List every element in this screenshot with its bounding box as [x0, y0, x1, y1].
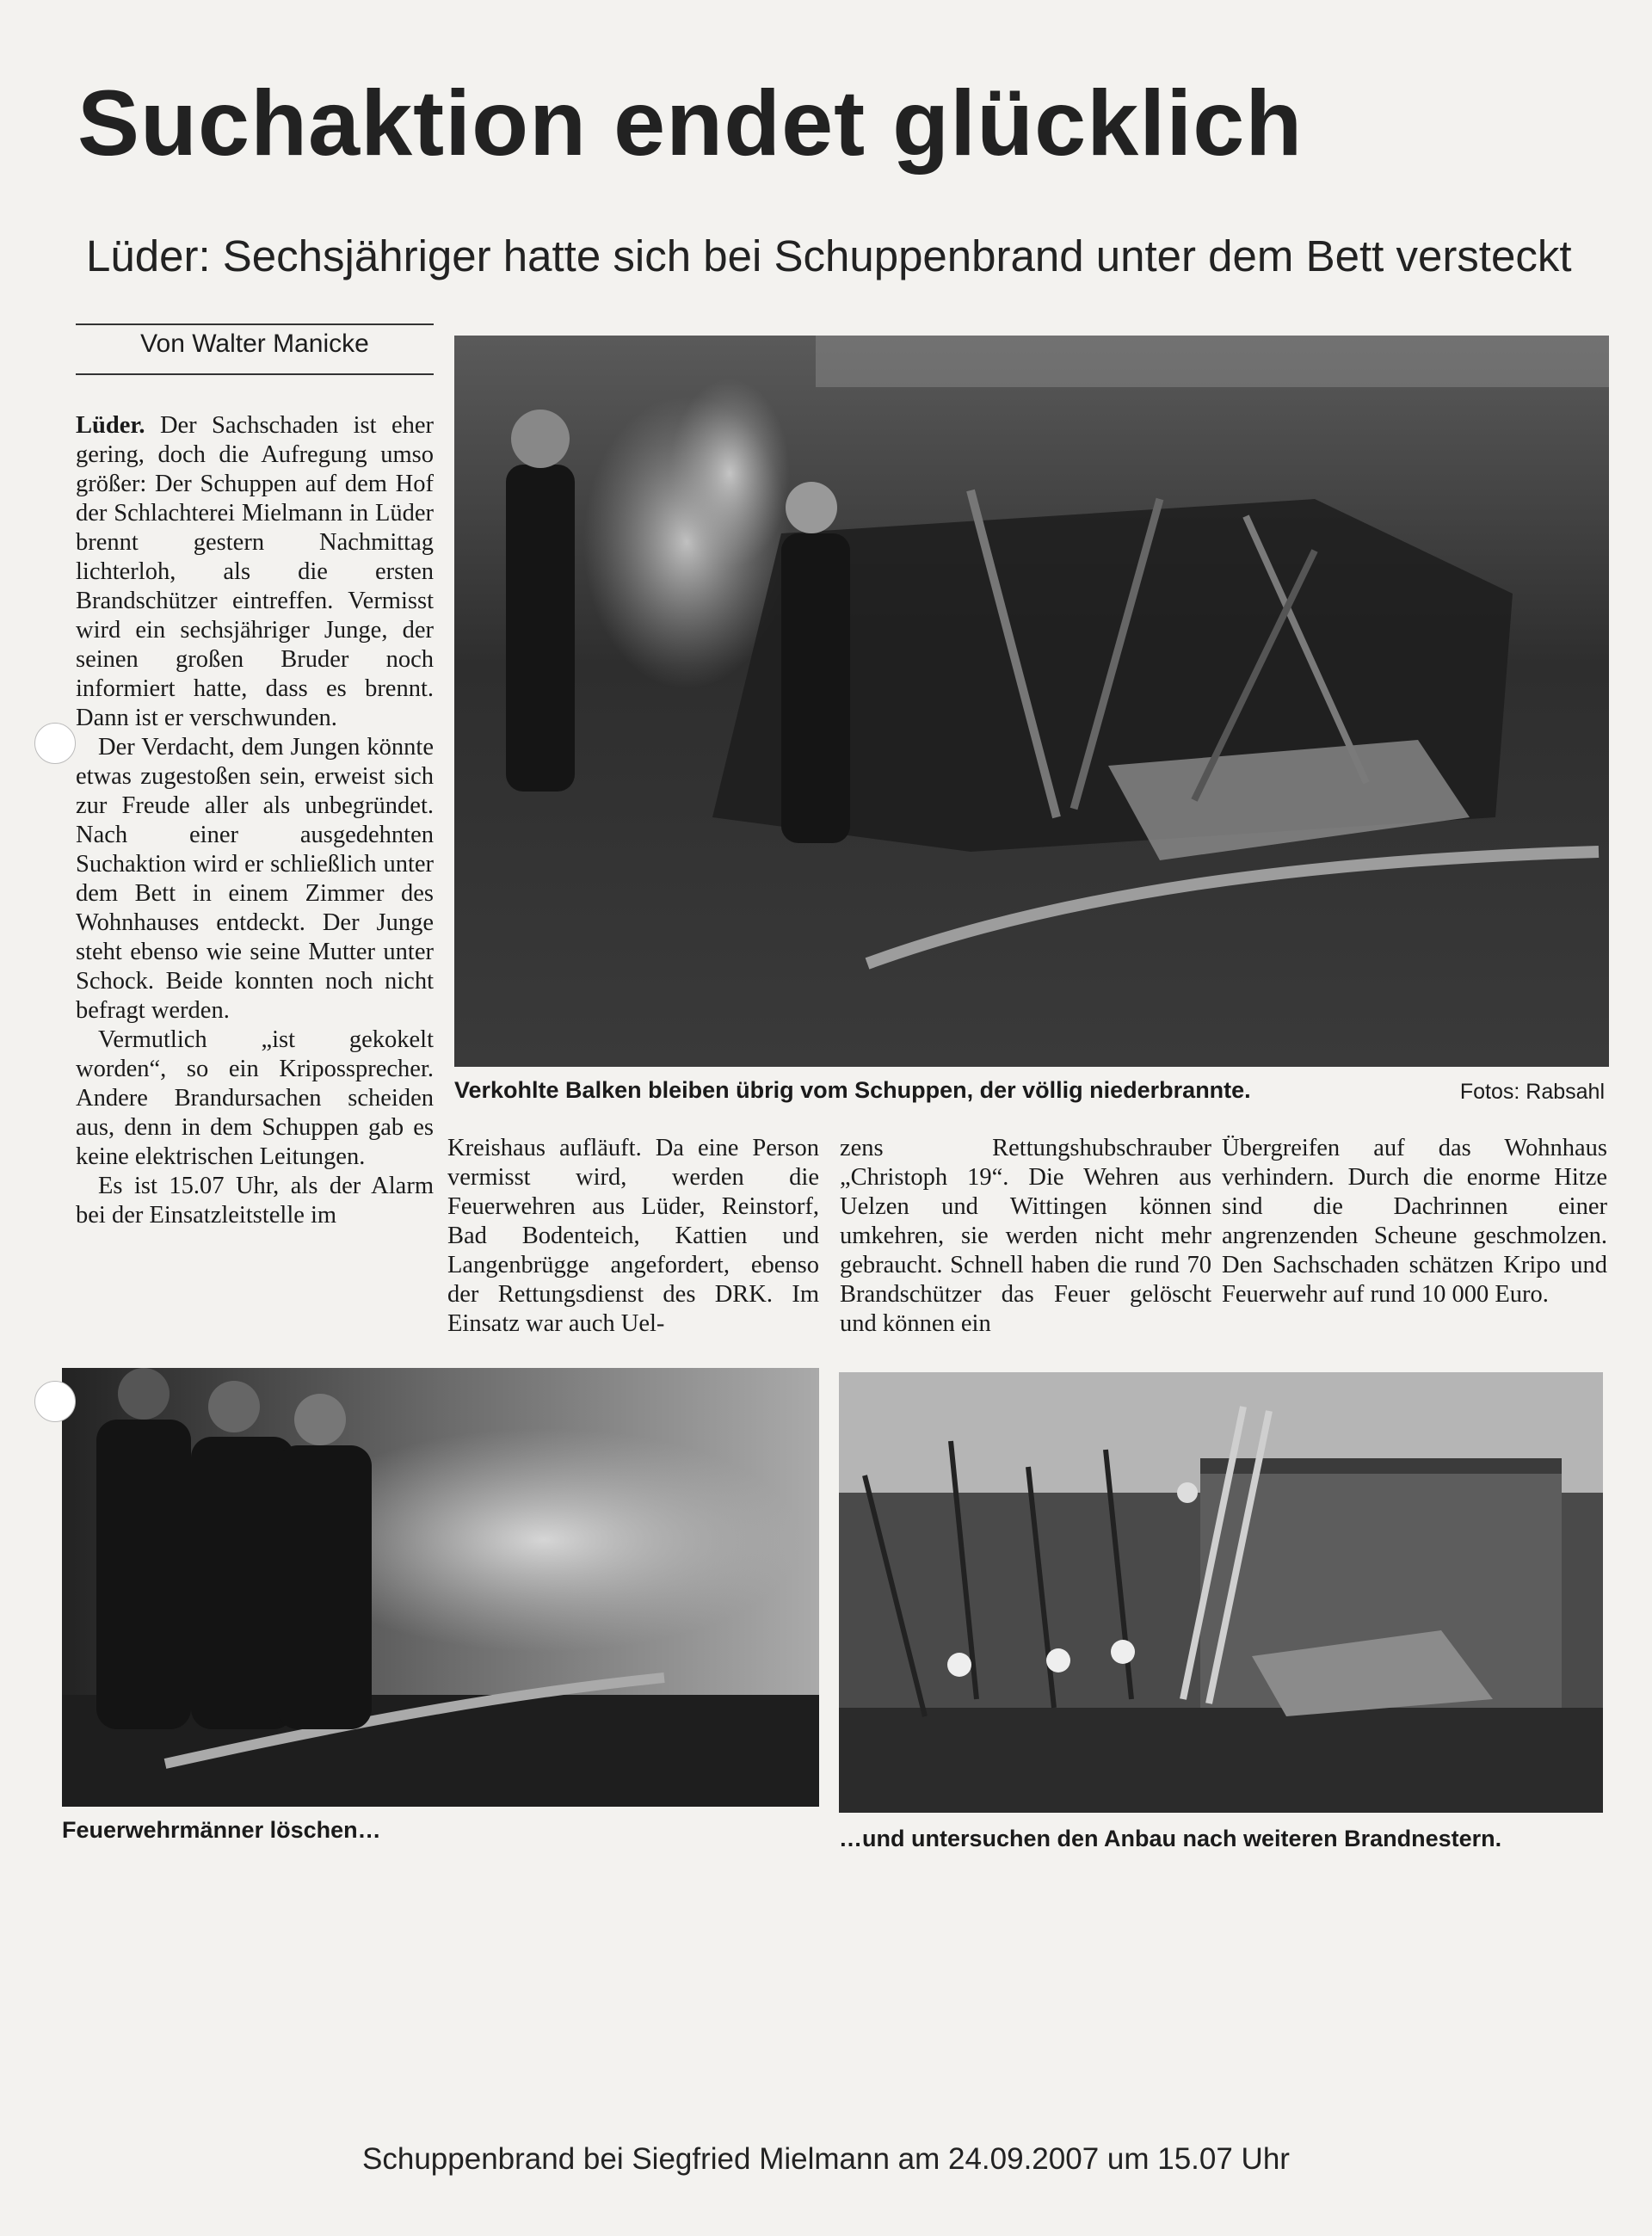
main-photo	[454, 336, 1609, 1067]
photo-credit: Fotos: Rabsahl	[1459, 1080, 1605, 1104]
left-photo-image	[62, 1368, 819, 1807]
punch-hole-bottom	[34, 1381, 76, 1422]
paragraph-1: Lüder. Der Sachschaden ist eher gering, doch die Aufregung umso größer: Der Schuppen auf dem Hof der Schlachterei Mielmann in Lüder brennt gestern Nachmittag lichterloh, als die ersten Brandschützer eintreffen. Vermisst wird ein sechsjähriger Junge, der seinen großen Bruder noch informiert hatte, dass es brennt. Dann ist er verschwunden.	[76, 412, 435, 731]
paragraph-2: Der Verdacht, dem Jungen könnte etwas zugestoßen sein, erweist sich zur Freude aller als unbegründet. Nach einer ausgedehnten Suchaktion wird er schließlich unter dem Bett in einem Zimmer des Wohnhauses entdeckt. Der Junge steht ebenso wie seine Mutter unter Schock. Beide konnten noch nicht befragt werden.	[76, 734, 434, 1024]
paragraph-3: Vermutlich „ist gekokelt worden“, so ein Kripossprecher. Andere Brandursachen scheiden aus, denn in dem Schuppen gab es keine elektrischen Leitungen.	[76, 1026, 434, 1170]
right-photo	[839, 1372, 1603, 1813]
article-column-1	[76, 411, 434, 1230]
article-column-2: Kreishaus aufläuft. Da eine Person vermisst wird, werden die Feuerwehren aus Lüder, Reinstorf, Bad Bodenteich, Kattien und Langenbrügge angefordert, ebenso der Rettungsdienst des DRK. Im Einsatz war auch Uel-	[447, 1135, 819, 1337]
footer-note: Schuppenbrand bei Siegfried Mielmann am 24.09.2007 um 15.07 Uhr	[362, 2142, 1290, 2176]
main-photo-caption: Verkohlte Balken bleiben übrig vom Schuppen, der völlig niederbrannte.	[454, 1077, 1251, 1103]
subheadline: Lüder: Sechsjähriger hatte sich bei Schuppenbrand unter dem Bett versteckt	[86, 231, 1572, 280]
main-photo-image	[454, 336, 1609, 1067]
right-photo-caption: …und untersuchen den Anbau nach weiteren Brandnestern.	[839, 1826, 1502, 1851]
left-photo	[62, 1368, 819, 1807]
left-photo-caption: Feuerwehrmänner löschen…	[62, 1817, 381, 1843]
headline: Suchaktion endet glücklich	[77, 71, 1304, 175]
byline: Von Walter Manicke	[140, 330, 369, 358]
right-photo-image	[839, 1372, 1603, 1813]
lead-word: Lüder.	[76, 412, 145, 439]
punch-hole-top	[34, 723, 76, 764]
article-column-4: Übergreifen auf das Wohnhaus verhindern. Durch die enorme Hitze sind die Dachrinnen einer angrenzenden Scheune geschmolzen. Den Sachschaden schätzen Kripo und Feuerwehr auf rund 10 000 Euro.	[1222, 1135, 1607, 1308]
paragraph-4: Es ist 15.07 Uhr, als der Alarm bei der Einsatzleitstelle im	[76, 1173, 434, 1229]
article-column-3: zens Rettungshubschrauber „Christoph 19“. Die Wehren aus Uelzen und Wittingen können umkehren, sie werden nicht mehr gebraucht. Schnell haben die rund 70 Brandschützer das Feuer gelöscht und können ein	[840, 1135, 1211, 1337]
